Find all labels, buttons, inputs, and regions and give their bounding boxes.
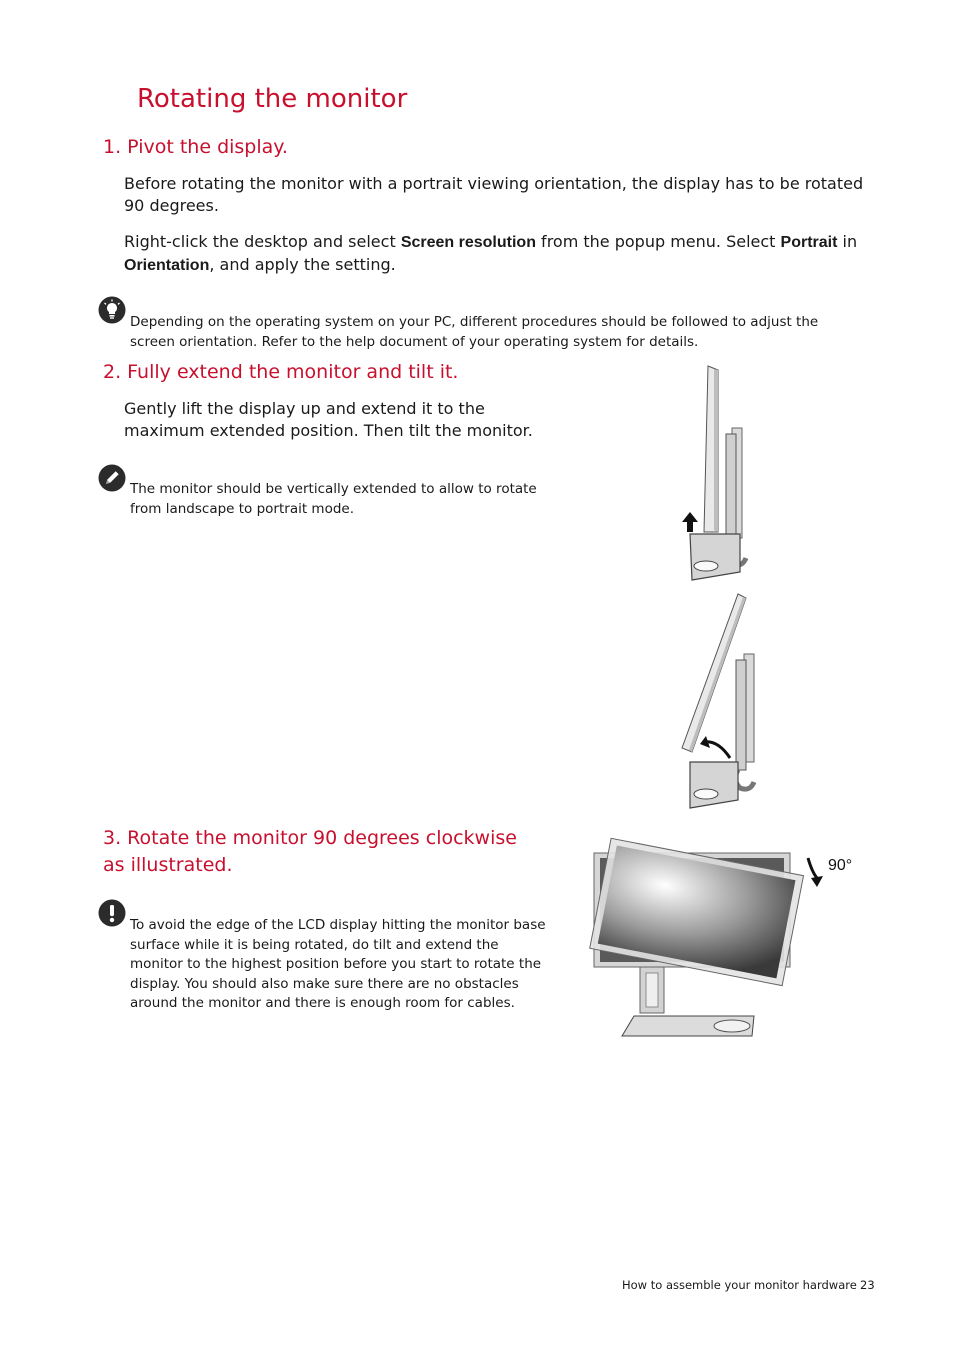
para-text: , and apply the setting. bbox=[209, 255, 396, 274]
orientation-term: Orientation bbox=[124, 257, 210, 274]
para-text: from the popup menu. Select bbox=[535, 232, 781, 251]
page-title: Rotating the monitor bbox=[137, 84, 408, 114]
para-text: in bbox=[837, 232, 858, 251]
rotation-degree-label: 90° bbox=[828, 857, 853, 874]
step3-heading: 3. Rotate the monitor 90 degrees clockwise as illustrated. bbox=[103, 827, 517, 876]
pencil-icon bbox=[98, 464, 126, 492]
monitor-tilted-side-illustration bbox=[670, 592, 770, 814]
step3-warning-text: To avoid the edge of the LCD display hitting the monitor base surface while it is being rotated, do tilt and extend the monitor to the highest position before you start to rotate the display. You should also make sure there are no obstacles around the monitor and there is enough room for cables. bbox=[130, 917, 546, 1011]
step1-tip-text: Depending on the operating system on your PC, different procedures should be followed to adjust the screen orientation. Refer to the help document of your operating system for details. bbox=[130, 314, 819, 350]
step2-paragraph: Gently lift the display up and extend it to the maximum extended position. Then tilt the monitor. bbox=[124, 399, 533, 440]
lightbulb-icon bbox=[98, 296, 126, 324]
monitor-extended-side-illustration bbox=[670, 362, 770, 584]
step2-note-text: The monitor should be vertically extended to allow to rotate from landscape to portrait mode. bbox=[130, 481, 537, 517]
step1-paragraph-2 bbox=[124, 231, 884, 277]
footer-page-number: 23 bbox=[860, 1278, 875, 1292]
monitor-front-rotation-illustration bbox=[582, 828, 812, 1040]
step1-heading: 1. Pivot the display. bbox=[103, 136, 288, 158]
exclamation-icon bbox=[98, 899, 126, 927]
portrait-term: Portrait bbox=[780, 234, 838, 251]
rotate-clockwise-arrow-icon bbox=[805, 856, 829, 888]
para-text: Right-click the desktop and select bbox=[124, 232, 401, 251]
step2-heading: 2. Fully extend the monitor and tilt it. bbox=[103, 361, 459, 383]
step1-paragraph-1: Before rotating the monitor with a portrait viewing orientation, the display has to be rotated 90 degrees. bbox=[124, 174, 864, 215]
footer-section-title: How to assemble your monitor hardware bbox=[622, 1278, 857, 1292]
screen-resolution-term: Screen resolution bbox=[400, 234, 536, 251]
